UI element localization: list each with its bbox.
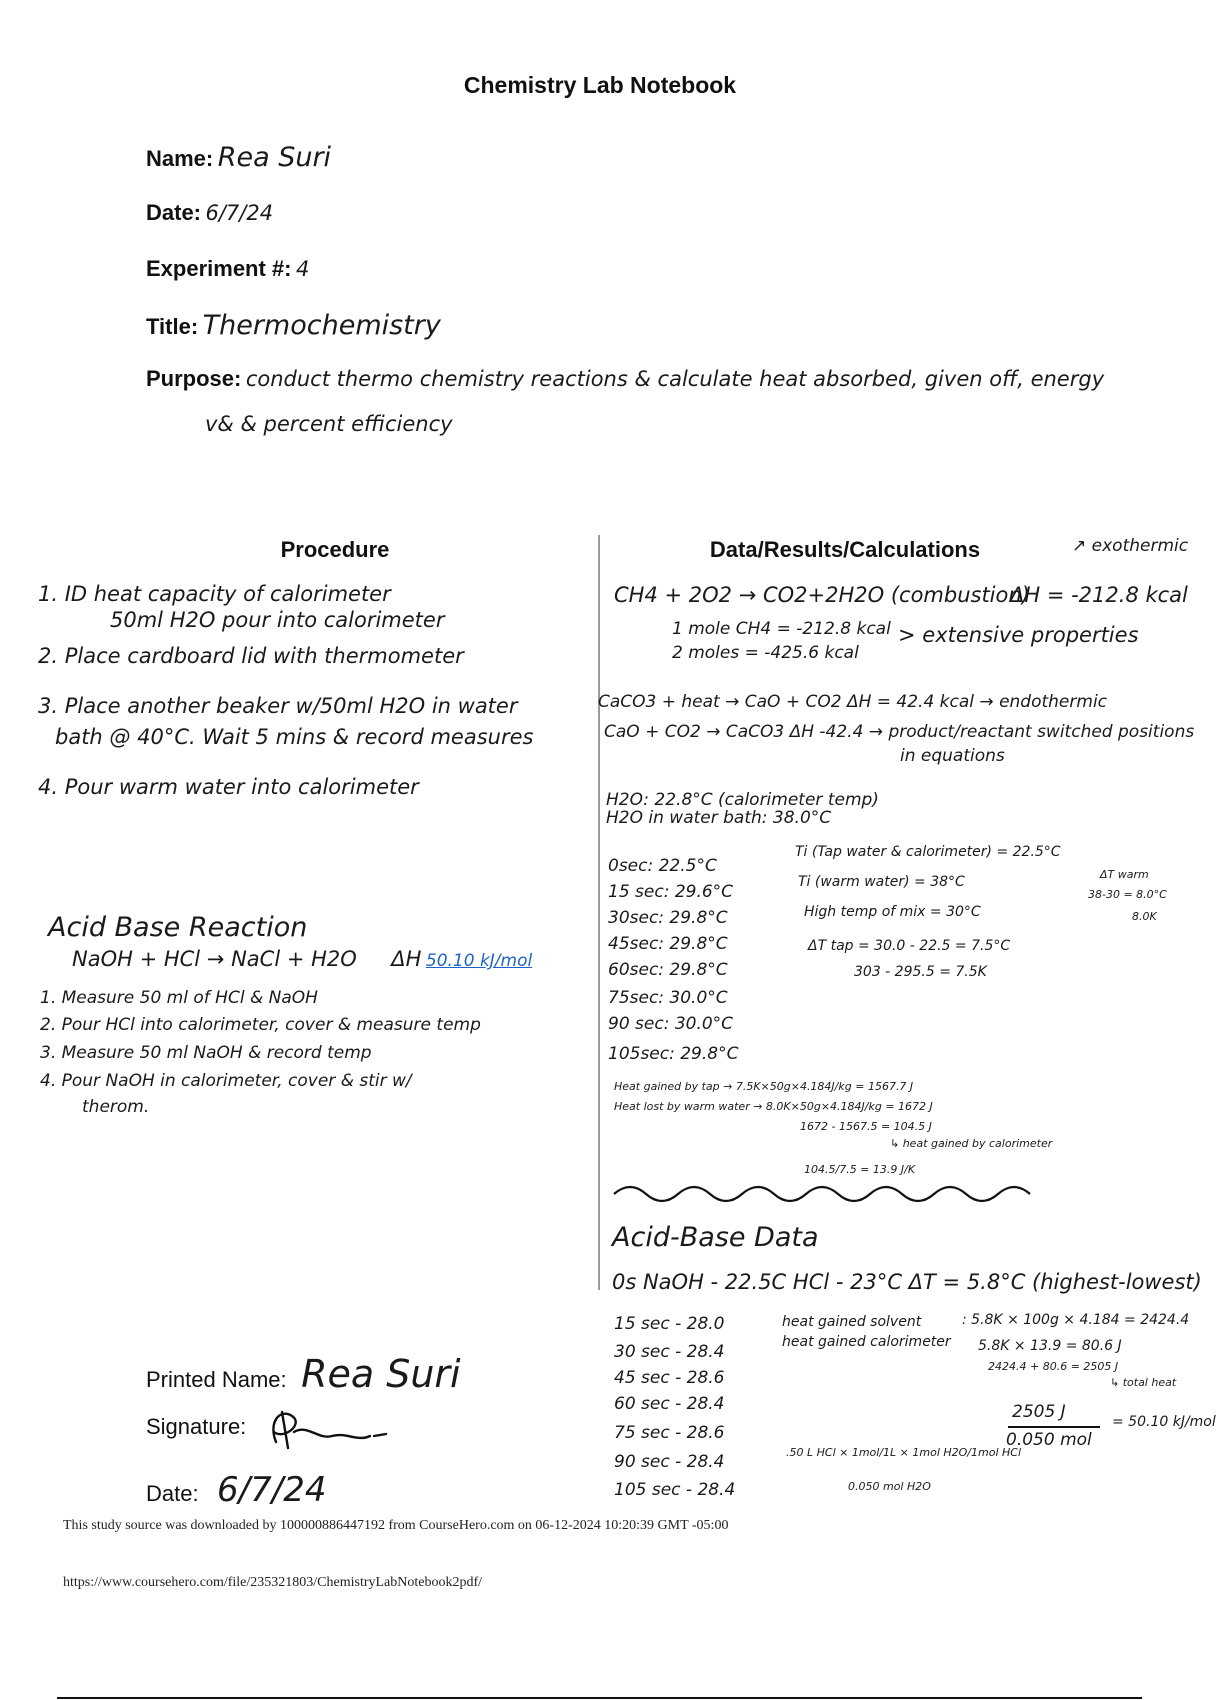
temp-initial-warm: Ti (warm water) = 38°C	[798, 874, 965, 890]
caco3-line-2: CaO + CO2 → CaCO3 ΔH -42.4 → product/reactant switched positions	[604, 722, 1195, 742]
ab-heat-solvent-label: heat gained solvent	[782, 1314, 922, 1330]
timing-60: 60sec: 29.8°C	[608, 960, 728, 980]
acid-base-data-heading: Acid-Base Data	[612, 1222, 819, 1253]
ab-time-30: 30 sec - 28.4	[614, 1342, 725, 1362]
ab-time-75: 75 sec - 28.6	[614, 1423, 725, 1443]
ab-fraction-bar	[1008, 1426, 1100, 1428]
timing-30: 30sec: 29.8°C	[608, 908, 728, 928]
ab-total-note: ↳ total heat	[1110, 1376, 1177, 1389]
date-label: Date:	[146, 200, 202, 225]
procedure-step-3b: bath @ 40°C. Wait 5 mins & record measures	[55, 725, 534, 749]
ab-heat-calorimeter-label: heat gained calorimeter	[782, 1334, 951, 1350]
acid-base-heading: Acid Base Reaction	[48, 912, 308, 943]
timing-75: 75sec: 30.0°C	[608, 988, 728, 1008]
procedure-step-4: 4. Pour warm water into calorimeter	[38, 775, 419, 799]
data-heading: Data/Results/Calculations	[709, 537, 981, 562]
heat-difference: 1672 - 1567.5 = 104.5 J	[800, 1120, 932, 1133]
temp-initial-tap: Ti (Tap water & calorimeter) = 22.5°C	[795, 844, 1061, 860]
temp-high-mix: High temp of mix = 30°C	[804, 904, 981, 920]
name-value: Rea Suri	[217, 142, 332, 173]
acid-base-step-4: 4. Pour NaOH in calorimeter, cover & stir w/	[40, 1071, 412, 1091]
procedure-step-1b: 50ml H2O pour into calorimeter	[110, 608, 445, 632]
ab-total-heat: 2424.4 + 80.6 = 2505 J	[988, 1360, 1119, 1373]
heat-lost-warm: Heat lost by warm water → 8.0K×50g×4.184J/kg = 1672 J	[614, 1100, 933, 1113]
signoff-date-row	[146, 1470, 326, 1510]
wavy-separator	[612, 1178, 1038, 1210]
printed-name-value: Rea Suri	[301, 1352, 461, 1396]
mole-line-1: 1 mole CH4 = -212.8 kcal	[672, 619, 891, 639]
ab-time-60: 60 sec - 28.4	[614, 1394, 725, 1414]
acid-base-equation: NaOH + HCl → NaCl + H2O	[72, 947, 357, 971]
experiment-value: 4	[295, 257, 310, 281]
printed-name-label: Printed Name:	[146, 1367, 287, 1392]
timing-15: 15 sec: 29.6°C	[608, 882, 734, 902]
ab-time-15: 15 sec - 28.0	[614, 1314, 725, 1334]
ab-result: = 50.10 kJ/mol	[1112, 1414, 1216, 1430]
procedure-heading: Procedure	[280, 537, 390, 562]
name-label: Name:	[146, 146, 214, 171]
signoff-date-label: Date:	[146, 1481, 199, 1506]
date-value: 6/7/24	[205, 201, 274, 225]
timing-45: 45sec: 29.8°C	[608, 934, 728, 954]
signature-mark	[262, 1402, 392, 1454]
timing-0: 0sec: 22.5°C	[608, 856, 717, 876]
delta-h-label: ΔH	[391, 947, 422, 971]
heat-gained-tap: Heat gained by tap → 7.5K×50g×4.184J/kg = 1567.7 J	[614, 1080, 914, 1093]
date-row	[146, 200, 273, 226]
acid-base-equation-row	[72, 947, 532, 971]
acid-base-step-1: 1. Measure 50 ml of HCl & NaOH	[40, 988, 318, 1008]
caco3-line-1: CaCO3 + heat → CaO + CO2 ΔH = 42.4 kcal → endothermic	[598, 692, 1108, 712]
purpose-line-1: conduct thermo chemistry reactions & calculate heat absorbed, given off, energy	[245, 367, 1105, 391]
procedure-step-1: 1. ID heat capacity of calorimeter	[38, 582, 391, 606]
ab-time-90: 90 sec - 28.4	[614, 1452, 725, 1472]
ab-fraction-denominator: 0.050 mol	[1006, 1430, 1092, 1450]
extensive-note: > extensive properties	[898, 623, 1139, 647]
acid-base-initial: 0s NaOH - 22.5C HCl - 23°C ΔT = 5.8°C (highest-lowest)	[612, 1270, 1202, 1294]
name-row	[146, 142, 331, 173]
mole-line-2: 2 moles = -425.6 kcal	[672, 643, 859, 663]
acid-base-step-2: 2. Pour HCl into calorimeter, cover & measure temp	[40, 1015, 481, 1035]
source-url[interactable]: https://www.coursehero.com/file/235321803/ChemistryLabNotebook2pdf/	[63, 1575, 483, 1590]
title-row	[146, 310, 441, 341]
ab-fraction-numerator: 2505 J	[1012, 1402, 1066, 1422]
combustion-delta-h: ΔH = -212.8 kcal	[1010, 583, 1188, 607]
timing-105: 105sec: 29.8°C	[608, 1044, 739, 1064]
caco3-line-3: in equations	[900, 746, 1005, 766]
experiment-label: Experiment #:	[146, 256, 292, 281]
exothermic-note: ↗ exothermic	[1072, 536, 1189, 556]
column-divider	[598, 535, 600, 1290]
experiment-row	[146, 256, 309, 282]
purpose-row	[146, 366, 1200, 392]
ab-time-105: 105 sec - 28.4	[614, 1480, 736, 1500]
acid-base-step-3: 3. Measure 50 ml NaOH & record temp	[40, 1043, 372, 1063]
delta-warm-2: 38-30 = 8.0°C	[1088, 888, 1167, 901]
h2o-line-2: H2O in water bath: 38.0°C	[606, 808, 832, 828]
title-value: Thermochemistry	[202, 310, 441, 341]
combustion-equation: CH4 + 2O2 → CO2+2H2O (combustion)	[614, 583, 1030, 607]
page-title: Chemistry Lab Notebook	[463, 72, 737, 98]
ab-heat-solvent-value: : 5.8K × 100g × 4.184 = 2424.4	[962, 1312, 1190, 1328]
acid-base-step-4b: therom.	[82, 1097, 150, 1117]
delta-warm-3: 8.0K	[1132, 910, 1157, 923]
delta-h-value: 50.10 kJ/mol	[425, 951, 533, 971]
timing-90: 90 sec: 30.0°C	[608, 1014, 734, 1034]
purpose-line-2: v& & percent efficiency	[205, 412, 453, 436]
source-line: This study source was downloaded by 100000886447192 from CourseHero.com on 06-12-2024 10:20:39 GMT -05:00	[63, 1518, 729, 1533]
procedure-step-2: 2. Place cardboard lid with thermometer	[38, 644, 464, 668]
ab-heat-calorimeter-value: 5.8K × 13.9 = 80.6 J	[978, 1338, 1122, 1354]
mol-calc-line-2: 0.050 mol H2O	[848, 1480, 931, 1493]
mol-calc-line-1: .50 L HCl × 1mol/1L × 1mol H2O/1mol HCl	[786, 1446, 1022, 1459]
signoff-date-value: 6/7/24	[217, 1470, 327, 1510]
delta-warm-1: ΔT warm	[1100, 868, 1149, 881]
procedure-step-3: 3. Place another beaker w/50ml H2O in water	[38, 694, 518, 718]
temp-delta-tap: ΔT tap = 30.0 - 22.5 = 7.5°C	[808, 938, 1011, 954]
title-label: Title:	[146, 314, 199, 339]
purpose-label: Purpose:	[146, 366, 242, 391]
temp-kelvin: 303 - 295.5 = 7.5K	[854, 964, 987, 980]
h2o-line-1: H2O: 22.8°C (calorimeter temp)	[606, 790, 879, 810]
printed-name-row	[146, 1352, 461, 1396]
heat-calorimeter-note: ↳ heat gained by calorimeter	[890, 1137, 1053, 1150]
signature-label: Signature:	[146, 1414, 247, 1439]
heat-capacity-result: 104.5/7.5 = 13.9 J/K	[804, 1163, 916, 1176]
ab-time-45: 45 sec - 28.6	[614, 1368, 725, 1388]
signature-row	[146, 1414, 246, 1440]
bottom-rule	[57, 1697, 1142, 1699]
